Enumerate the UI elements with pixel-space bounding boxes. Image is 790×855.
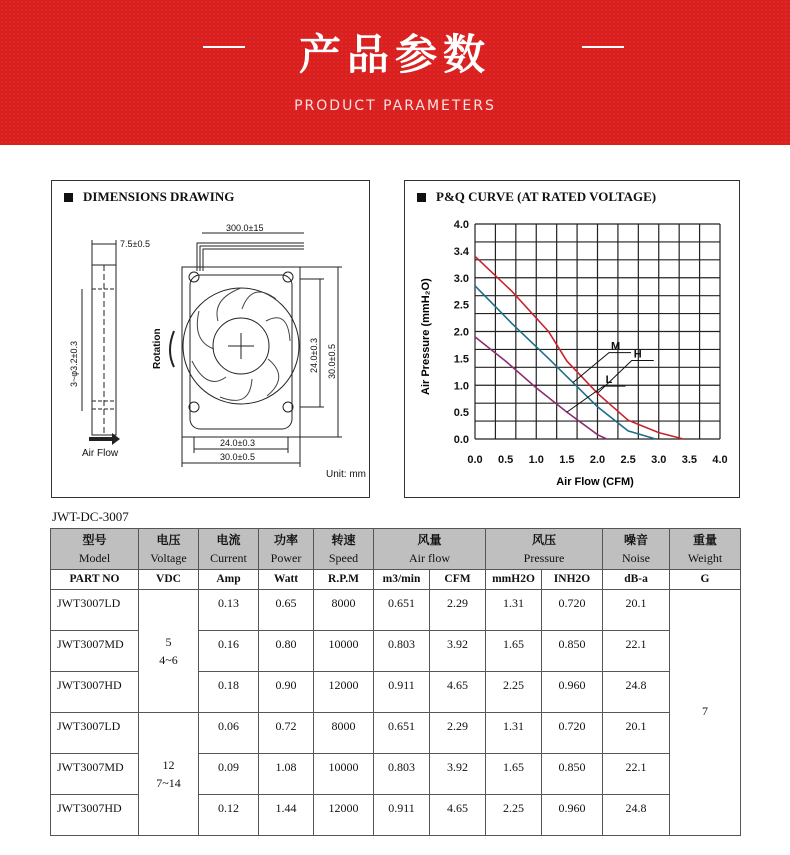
noise-cell: 20.1 [603, 713, 670, 754]
unit-dba: dB-a [603, 570, 670, 590]
pq-title: P&Q CURVE (AT RATED VOLTAGE) [436, 189, 657, 204]
size-h-label: 30.0±0.5 [220, 452, 255, 462]
y-tick-label: 0.5 [453, 407, 469, 420]
side-width-label: 7.5±0.5 [120, 239, 150, 249]
unit-label: Unit: mm [326, 469, 366, 480]
y-tick-label: 1.0 [453, 380, 469, 393]
header-speed: 转速 Speed [314, 529, 374, 570]
inh2o-cell: 0.720 [542, 713, 603, 754]
inh2o-cell: 0.850 [542, 631, 603, 672]
inh2o-cell: 0.960 [542, 795, 603, 836]
x-tick-label: 3.0 [651, 454, 667, 466]
inh2o-cell: 0.960 [542, 672, 603, 713]
noise-cell: 24.8 [603, 795, 670, 836]
x-tick-label: 0.5 [497, 454, 514, 466]
unit-watt: Watt [259, 570, 314, 590]
air-flow-label: Air Flow [82, 448, 119, 459]
amp-cell: 0.09 [199, 754, 259, 795]
amp-cell: 0.16 [199, 631, 259, 672]
m3min-cell: 0.651 [374, 590, 430, 631]
noise-cell: 22.1 [603, 631, 670, 672]
watt-cell: 0.72 [259, 713, 314, 754]
header-voltage: 电压 Voltage [139, 529, 199, 570]
table-row [51, 590, 741, 631]
x-tick-label: 2.0 [589, 454, 606, 466]
mmh2o-cell: 1.65 [486, 631, 542, 672]
cfm-cell: 3.92 [430, 754, 486, 795]
unit-mmh2o: mmH2O [486, 570, 542, 590]
m3min-cell: 0.803 [374, 754, 430, 795]
mmh2o-cell: 1.65 [486, 754, 542, 795]
mmh2o-cell: 1.31 [486, 713, 542, 754]
y-tick-label: 0.0 [453, 434, 469, 446]
unit-cfm: CFM [430, 570, 486, 590]
unit-part-no: PART NO [51, 570, 139, 590]
cfm-cell: 2.29 [430, 590, 486, 631]
y-axis-label: Air Pressure (mmH₂O) [420, 278, 432, 395]
part-no-cell: JWT3007HD [51, 672, 139, 713]
cable-length-label: 300.0±15 [226, 223, 264, 233]
header-power: 功率 Power [259, 529, 314, 570]
weight-cell: 7 [670, 590, 741, 836]
unit-m3min: m3/min [374, 570, 430, 590]
model-series-title: JWT-DC-3007 [52, 509, 129, 524]
mmh2o-cell: 2.25 [486, 795, 542, 836]
unit-g: G [670, 570, 741, 590]
inh2o-cell: 0.720 [542, 590, 603, 631]
y-tick-label: 1.5 [453, 353, 469, 366]
y-tick-label: 3.4 [453, 245, 469, 258]
voltage-cell: 12 7~14 [139, 713, 199, 836]
watt-cell: 0.80 [259, 631, 314, 672]
watt-cell: 1.08 [259, 754, 314, 795]
amp-cell: 0.13 [199, 590, 259, 631]
unit-vdc: VDC [139, 570, 199, 590]
inh2o-cell: 0.850 [542, 754, 603, 795]
m3min-cell: 0.651 [374, 713, 430, 754]
y-tick-label: 2.0 [453, 326, 469, 339]
size-v-label: 30.0±0.5 [327, 344, 337, 379]
y-tick-label: 2.5 [453, 299, 469, 312]
cfm-cell: 4.65 [430, 795, 486, 836]
m3min-cell: 0.911 [374, 795, 430, 836]
series-label-M: M [611, 340, 621, 353]
noise-cell: 24.8 [603, 672, 670, 713]
holes-label: 3~φ3.2±0.3 [69, 340, 79, 387]
watt-cell: 0.90 [259, 672, 314, 713]
m3min-cell: 0.911 [374, 672, 430, 713]
noise-cell: 20.1 [603, 590, 670, 631]
hole-spacing-h-label: 24.0±0.3 [220, 438, 255, 448]
rpm-cell: 10000 [314, 631, 374, 672]
series-leader-line [567, 386, 626, 412]
y-tick-label: 4.0 [453, 219, 469, 231]
x-tick-label: 3.5 [681, 454, 698, 466]
header-pressure: 风压 Pressure [486, 529, 603, 570]
banner-subtitle: PRODUCT PARAMETERS [294, 98, 496, 114]
part-no-cell: JWT3007LD [51, 590, 139, 631]
amp-cell: 0.12 [199, 795, 259, 836]
rpm-cell: 8000 [314, 713, 374, 754]
banner-title: 产品参数 [298, 30, 491, 79]
x-axis-label: Air Flow (CFM) [556, 476, 634, 488]
unit-amp: Amp [199, 570, 259, 590]
header-noise: 噪音 Noise [603, 529, 670, 570]
part-no-cell: JWT3007MD [51, 754, 139, 795]
amp-cell: 0.06 [199, 713, 259, 754]
voltage-cell: 5 4~6 [139, 590, 199, 713]
series-line-H [475, 256, 683, 439]
x-tick-label: 1.0 [528, 454, 544, 466]
watt-cell: 1.44 [259, 795, 314, 836]
rpm-cell: 12000 [314, 672, 374, 713]
unit-inh2o: INH2O [542, 570, 603, 590]
y-tick-label: 3.0 [453, 272, 469, 285]
series-label-L: L [605, 374, 613, 387]
pq-curve-panel [404, 180, 740, 498]
m3min-cell: 0.803 [374, 631, 430, 672]
cfm-cell: 2.29 [430, 713, 486, 754]
rpm-cell: 12000 [314, 795, 374, 836]
x-tick-label: 2.5 [620, 454, 636, 466]
x-tick-label: 1.5 [559, 454, 575, 466]
banner-divider-right [582, 46, 624, 48]
part-no-cell: JWT3007HD [51, 795, 139, 836]
mmh2o-cell: 1.31 [486, 590, 542, 631]
x-tick-label: 4.0 [712, 454, 728, 466]
header-air-flow: 风量 Air flow [374, 529, 486, 570]
pq-chart [405, 181, 739, 497]
dimensions-panel [51, 180, 370, 498]
noise-cell: 22.1 [603, 754, 670, 795]
part-no-cell: JWT3007MD [51, 631, 139, 672]
header-model: 型号 Model [51, 529, 139, 570]
series-line-L [475, 337, 607, 439]
series-label-H: H [633, 348, 642, 361]
dimensions-title: DIMENSIONS DRAWING [83, 189, 235, 204]
dimensions-drawing [52, 181, 369, 497]
header-banner [0, 0, 790, 145]
series-line-M [475, 286, 656, 439]
header-weight: 重量 Weight [670, 529, 741, 570]
amp-cell: 0.18 [199, 672, 259, 713]
x-tick-label: 0.0 [467, 454, 483, 466]
rotation-label: Rotation [152, 328, 163, 369]
part-no-cell: JWT3007LD [51, 713, 139, 754]
cfm-cell: 3.92 [430, 631, 486, 672]
rpm-cell: 8000 [314, 590, 374, 631]
watt-cell: 0.65 [259, 590, 314, 631]
rpm-cell: 10000 [314, 754, 374, 795]
hole-spacing-v-label: 24.0±0.3 [309, 338, 319, 373]
spec-table [50, 528, 741, 836]
header-current: 电流 Current [199, 529, 259, 570]
unit-rpm: R.P.M [314, 570, 374, 590]
mmh2o-cell: 2.25 [486, 672, 542, 713]
table-row [51, 713, 741, 754]
cfm-cell: 4.65 [430, 672, 486, 713]
